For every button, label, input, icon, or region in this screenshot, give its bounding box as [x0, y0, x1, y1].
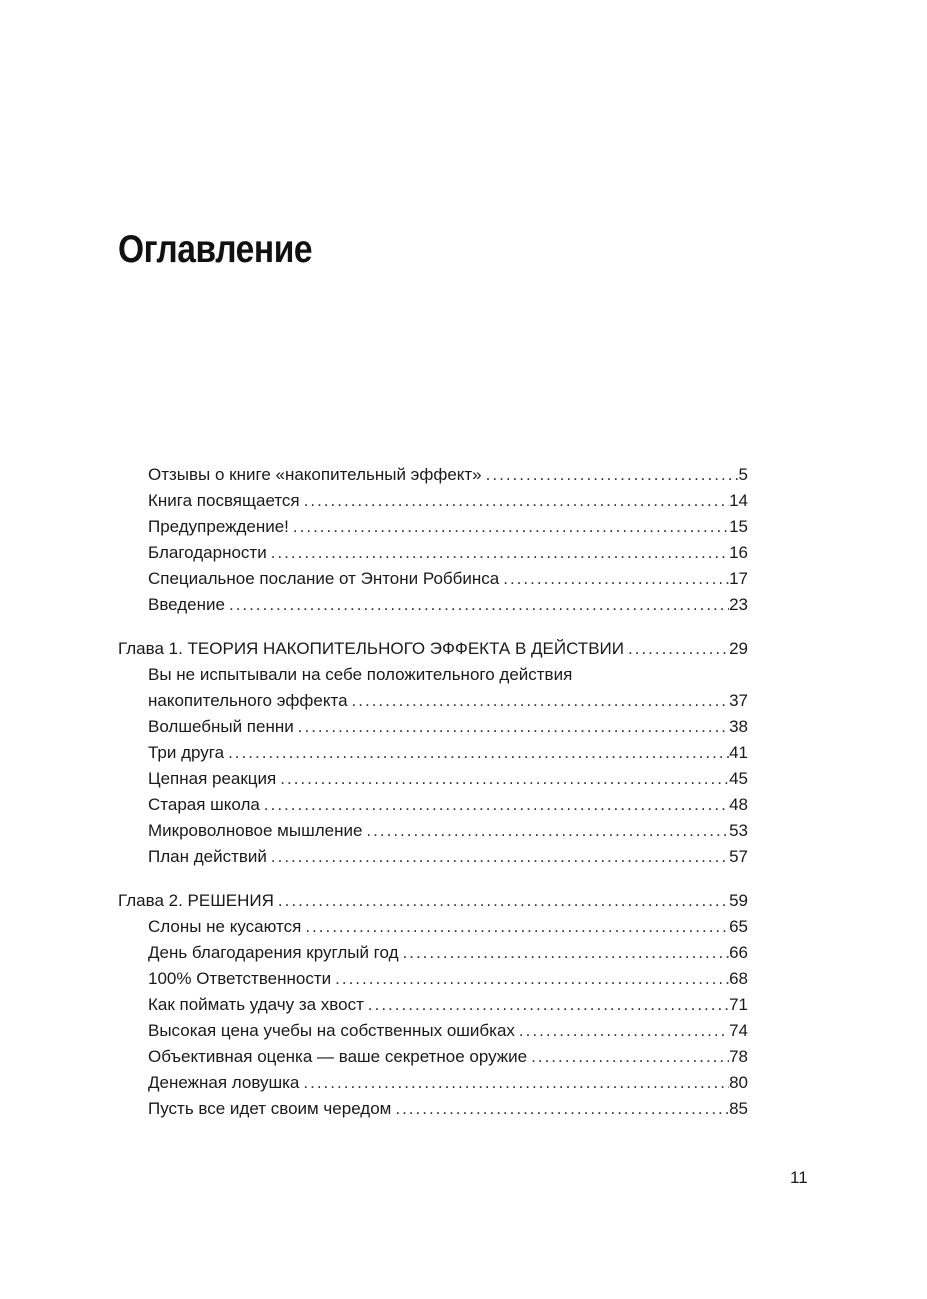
toc-entry-title: Специальное послание от Энтони Роббинса	[148, 569, 500, 588]
dot-leader	[267, 540, 729, 566]
toc-chapter-title: Глава 1. ТЕОРИЯ НАКОПИТЕЛЬНОГО ЭФФЕКТА В ДЕЙСТВИИ	[118, 639, 624, 658]
toc-entry[interactable]	[118, 740, 748, 766]
dot-leader	[225, 592, 729, 618]
dot-leader	[499, 566, 729, 592]
table-of-contents	[118, 462, 748, 1140]
toc-entry[interactable]	[118, 592, 748, 618]
dot-leader	[224, 740, 729, 766]
page-title: Оглавление	[118, 228, 313, 271]
page-number: 11	[790, 1168, 808, 1187]
toc-entry-title: Благодарности	[148, 543, 267, 562]
toc-entry-title: Цепная реакция	[148, 769, 277, 788]
toc-entry-title: Слоны не кусаются	[148, 917, 302, 936]
toc-entry[interactable]	[118, 992, 748, 1018]
toc-entry[interactable]	[118, 844, 748, 870]
toc-entry-page: 71	[729, 995, 748, 1014]
toc-entry[interactable]	[118, 1070, 748, 1096]
toc-entry-page: 14	[729, 491, 748, 510]
toc-chapter-heading[interactable]	[118, 636, 748, 662]
toc-entry-page: 48	[729, 795, 748, 814]
toc-entry-title: Пусть все идет своим чередом	[148, 1099, 392, 1118]
toc-entry-line1[interactable]: Вы не испытывали на себе положительного действия	[148, 665, 573, 684]
toc-entry[interactable]	[118, 940, 748, 966]
toc-entry-title: Введение	[148, 595, 225, 614]
toc-entry-page: 66	[729, 943, 748, 962]
dot-leader	[331, 966, 729, 992]
toc-entry-page: 57	[729, 847, 748, 866]
toc-entry-page: 53	[729, 821, 748, 840]
toc-chapter-2	[118, 888, 748, 1122]
toc-entry-title: Как поймать удачу за хвост	[148, 995, 364, 1014]
toc-chapter-1	[118, 636, 748, 870]
dot-leader	[289, 514, 729, 540]
dot-leader	[267, 844, 729, 870]
toc-entry-title: Три друга	[148, 743, 225, 762]
dot-leader	[482, 462, 739, 488]
toc-entry-page: 85	[729, 1099, 748, 1118]
toc-entry-page: 38	[729, 717, 748, 736]
toc-entry[interactable]	[118, 688, 748, 714]
toc-entry-page: 15	[729, 517, 748, 536]
toc-entry-title: Высокая цена учебы на собственных ошибках	[148, 1021, 515, 1040]
toc-entry-page: 5	[738, 465, 748, 484]
toc-entry-title: накопительного эффекта	[148, 691, 348, 710]
dot-leader	[260, 792, 729, 818]
toc-entry-title: Старая школа	[148, 795, 260, 814]
toc-entry[interactable]	[118, 566, 748, 592]
toc-front-matter	[118, 462, 748, 618]
toc-entry-page: 80	[729, 1073, 748, 1092]
toc-chapter-title: Глава 2. РЕШЕНИЯ	[118, 891, 274, 910]
dot-leader	[527, 1044, 729, 1070]
toc-entry-title: Объективная оценка — ваше секретное оружие	[148, 1047, 528, 1066]
toc-entry-page: 23	[729, 595, 748, 614]
toc-entry[interactable]	[118, 818, 748, 844]
toc-entry[interactable]	[118, 714, 748, 740]
toc-entry-title: Отзывы о книге «накопительный эффект»	[148, 465, 482, 484]
dot-leader	[294, 714, 729, 740]
dot-leader	[348, 688, 730, 714]
toc-entry-page: 68	[729, 969, 748, 988]
toc-chapter-heading[interactable]	[118, 888, 748, 914]
toc-entry-page: 16	[729, 543, 748, 562]
dot-leader	[399, 940, 730, 966]
dot-leader	[362, 818, 729, 844]
toc-entry-page: 41	[729, 743, 748, 762]
toc-entry-title: 100% Ответственности	[148, 969, 332, 988]
dot-leader	[391, 1096, 729, 1122]
toc-entry[interactable]	[118, 462, 748, 488]
toc-entry[interactable]	[118, 792, 748, 818]
toc-chapter-page: 59	[729, 891, 748, 910]
dot-leader	[300, 488, 729, 514]
dot-leader	[624, 636, 729, 662]
toc-entry[interactable]	[118, 914, 748, 940]
dot-leader	[276, 766, 729, 792]
toc-entry[interactable]	[118, 488, 748, 514]
toc-entry-page: 65	[729, 917, 748, 936]
dot-leader	[364, 992, 729, 1018]
toc-entry-title: Предупреждение!	[148, 517, 289, 536]
dot-leader	[274, 888, 729, 914]
toc-entry[interactable]	[118, 766, 748, 792]
toc-entry-title: План действий	[148, 847, 267, 866]
toc-entry[interactable]	[118, 1044, 748, 1070]
toc-entry-page: 74	[729, 1021, 748, 1040]
dot-leader	[515, 1018, 729, 1044]
toc-entry-title: Волшебный пенни	[148, 717, 294, 736]
toc-entry-page: 17	[729, 569, 748, 588]
toc-entry-page: 37	[729, 691, 748, 710]
dot-leader	[299, 1070, 729, 1096]
toc-chapter-page: 29	[729, 639, 748, 658]
toc-entry[interactable]	[118, 1096, 748, 1122]
toc-entry-title: День благодарения круглый год	[148, 943, 399, 962]
toc-entry-title: Книга посвящается	[148, 491, 300, 510]
toc-entry[interactable]	[118, 514, 748, 540]
toc-entry[interactable]	[118, 540, 748, 566]
toc-entry-page: 78	[729, 1047, 748, 1066]
dot-leader	[301, 914, 729, 940]
toc-entry[interactable]	[118, 1018, 748, 1044]
toc-entry-page: 45	[729, 769, 748, 788]
toc-entry-title: Денежная ловушка	[148, 1073, 300, 1092]
toc-entry[interactable]	[118, 966, 748, 992]
toc-entry-title: Микроволновое мышление	[148, 821, 363, 840]
